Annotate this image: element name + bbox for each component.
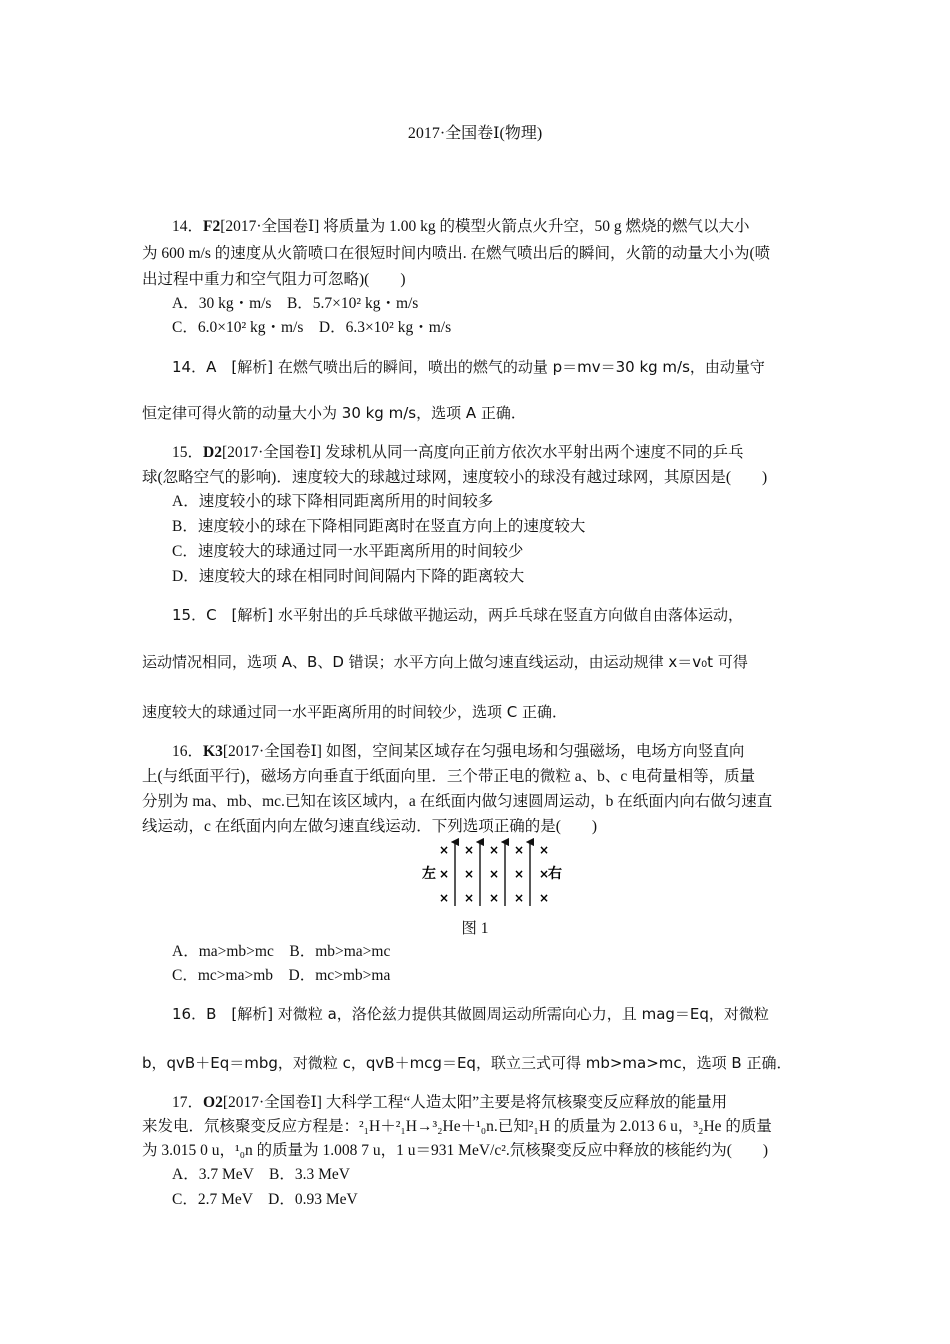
- q17-number: 17．: [172, 1094, 204, 1111]
- q16-source: [2017·全国卷Ⅰ]: [222, 743, 322, 760]
- label-right: 右: [548, 867, 562, 882]
- q17-stem-text: 大科学工程“人造太阳”主要是将氘核聚变反应释放的能量用: [321, 1094, 728, 1111]
- q14-code: F2: [203, 218, 221, 235]
- q16-stem-line-1: [172, 742, 744, 762]
- field-cross-mark: ×: [514, 891, 525, 905]
- q15-answer-line-2: 运动情况相同，选项 A、B、D 错误；水平方向上做匀速直线运动，由运动规律 x＝v₀t 可得: [142, 653, 748, 671]
- q14-stem-line-3: 出过程中重力和空气阻力可忽略)( ): [142, 271, 406, 288]
- page-title: 2017·全国卷Ⅰ(物理): [407, 125, 543, 142]
- q16-stem-line-2: 上(与纸面平行)，磁场方向垂直于纸面向里．三个带正电的微粒 a、b、c 电荷量相等，质量: [142, 768, 756, 785]
- q16-code: K3: [203, 743, 223, 760]
- field-cross-mark: ×: [489, 843, 500, 857]
- field-cross-mark: ×: [489, 867, 500, 881]
- q14-answer-line-1: 14．A [解析] 在燃气喷出后的瞬间，喷出的燃气的动量 p＝mv＝30 kg m/s，由动量守: [172, 358, 765, 376]
- q16-stem-line-3: 分别为 ma、mb、mc.已知在该区域内，a 在纸面内做匀速圆周运动，b 在纸面内向右做匀速直: [142, 793, 773, 810]
- q15-option-c: C．速度较大的球通过同一水平距离所用的时间较少: [172, 543, 524, 560]
- q15-source: [2017·全国卷Ⅰ]: [221, 444, 322, 461]
- q16-options-ab: A．ma>mb>mc B．mb>ma>mc: [172, 943, 391, 960]
- field-diagram: [418, 838, 568, 908]
- q14-stem-line-2: 为 600 m/s 的速度从火箭喷口在很短时间内喷出. 在燃气喷出后的瞬间，火箭的动量大小为(喷: [142, 245, 771, 262]
- figure-caption: 图 1: [461, 920, 489, 937]
- q16-options-cd: C．mc>ma>mb D．mc>mb>ma: [172, 967, 391, 984]
- field-cross-mark: ×: [439, 891, 450, 905]
- q17-options-ab: A．3.7 MeV B．3.3 MeV: [172, 1166, 350, 1183]
- q17-stem-line-3: 为 3.015 0 u，¹₀n 的质量为 1.008 7 u，1 u＝931 MeV/c².氘核聚变反应中释放的核能约为( ): [142, 1142, 769, 1159]
- q14-stem-line-1: [172, 217, 749, 237]
- q15-option-d: D．速度较大的球在相同时间间隔内下降的距离较大: [172, 568, 525, 585]
- q16-stem-line-4: 线运动，c 在纸面内向左做匀速直线运动．下列选项正确的是( ): [142, 818, 598, 835]
- field-cross-mark: ×: [439, 867, 450, 881]
- q15-option-a: A．速度较小的球下降相同距离所用的时间较多: [172, 493, 494, 510]
- q16-stem-text: 如图，空间某区域存在匀强电场和匀强磁场，电场方向竖直向: [321, 743, 745, 760]
- q14-stem-text: 将质量为 1.00 kg 的模型火箭点火升空，50 g 燃烧的燃气以大小: [319, 218, 750, 235]
- q14-source: [2017·全国卷Ⅰ]: [220, 218, 320, 235]
- label-left: 左: [422, 867, 436, 882]
- q15-option-b: B．速度较小的球在下降相同距离时在竖直方向上的速度较大: [172, 518, 586, 535]
- q17-code: O2: [203, 1094, 223, 1111]
- q14-options-cd: C．6.0×10² kg・m/s D．6.3×10² kg・m/s: [172, 319, 452, 336]
- field-cross-mark: ×: [439, 843, 450, 857]
- field-cross-mark: ×: [514, 867, 525, 881]
- q15-number: 15．: [172, 444, 204, 461]
- q14-options-ab: A．30 kg・m/s B．5.7×10² kg・m/s: [172, 295, 419, 312]
- q17-options-cd: C．2.7 MeV D．0.93 MeV: [172, 1191, 358, 1208]
- q15-stem-line-1: [172, 443, 743, 463]
- q15-answer-line-3: 速度较大的球通过同一水平距离所用的时间较少，选项 C 正确．: [142, 703, 568, 721]
- q14-answer-line-2: 恒定律可得火箭的动量大小为 30 kg m/s，选项 A 正确．: [142, 404, 526, 422]
- q15-answer-line-1: 15．C [解析] 水平射出的乒乓球做平抛运动，两乒乓球在竖直方向做自由落体运动，: [172, 606, 744, 624]
- field-cross-mark: ×: [539, 891, 550, 905]
- q15-stem-text: 发球机从同一高度向正前方依次水平射出两个速度不同的乒乓: [321, 444, 744, 461]
- q17-stem-line-1: [172, 1093, 727, 1113]
- field-cross-mark: ×: [539, 843, 550, 857]
- q17-source: [2017·全国卷Ⅰ]: [222, 1094, 322, 1111]
- q16-answer-line-2: b，qvB＋Eq＝mbg，对微粒 c，qvB＋mcg＝Eq，联立三式可得 mb>ma>mc，选项 B 正确．: [142, 1054, 792, 1072]
- q16-answer-line-1: 16．B [解析] 对微粒 a，洛伦兹力提供其做圆周运动所需向心力，且 mag＝Eq，对微粒: [172, 1005, 769, 1023]
- q16-number: 16．: [172, 743, 204, 760]
- q14-number: 14．: [172, 218, 204, 235]
- field-cross-mark: ×: [464, 843, 475, 857]
- field-cross-mark: ×: [539, 867, 550, 881]
- q15-code: D2: [203, 444, 222, 461]
- q15-stem-line-2: 球(忽略空气的影响)．速度较大的球越过球网，速度较小的球没有越过球网，其原因是( ): [142, 469, 768, 486]
- field-cross-mark: ×: [464, 867, 475, 881]
- field-cross-mark: ×: [489, 891, 500, 905]
- field-cross-mark: ×: [514, 843, 525, 857]
- q17-stem-line-2: 来发电．氘核聚变反应方程是：²₁H＋²₁H→³₂He＋¹₀n.已知²₁H 的质量为 2.013 6 u，³₂He 的质量: [142, 1118, 772, 1135]
- field-cross-mark: ×: [464, 891, 475, 905]
